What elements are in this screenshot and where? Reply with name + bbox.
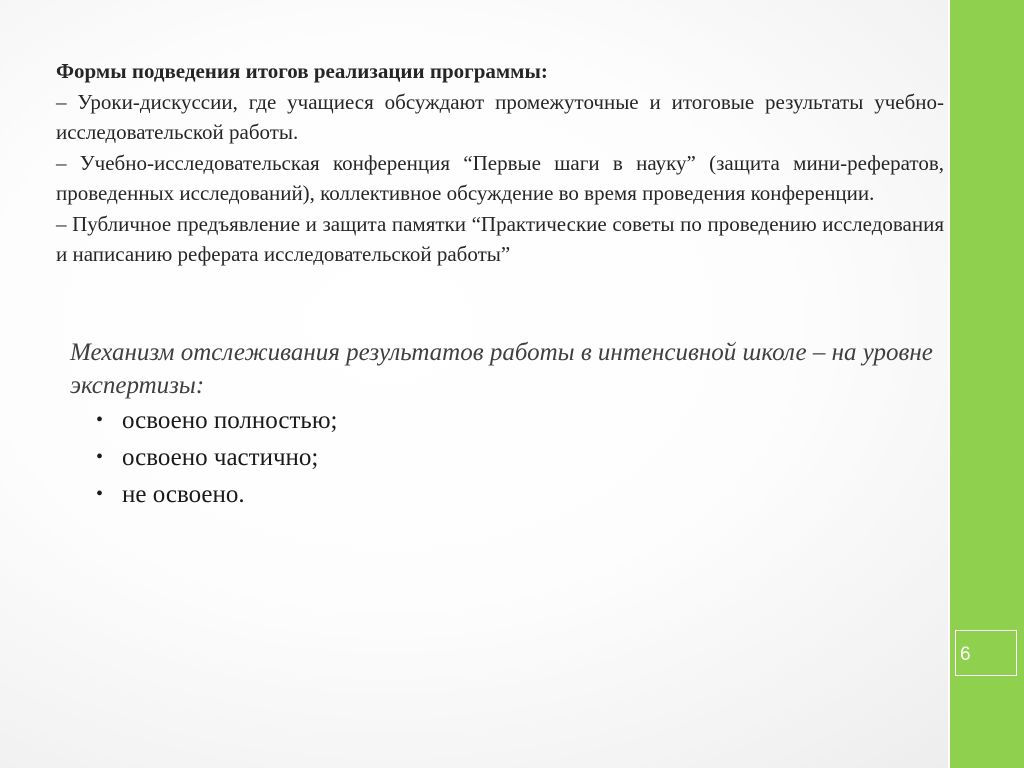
- level-label-partial: освоено частично;: [122, 444, 319, 471]
- bullet-icon: •: [96, 446, 104, 468]
- forms-item-conference: – Учебно-исследовательская конференция “Первые шаги в науку” (защита мини-рефератов, проведенных исследований), коллективное обсуждение во время проведения конференции.: [56, 150, 944, 205]
- list-item: [96, 476, 337, 513]
- expertise-levels-list: [96, 402, 337, 513]
- level-label-full: освоено полностью;: [122, 407, 338, 434]
- bullet-icon: •: [96, 483, 104, 505]
- level-label-none: не освоено.: [122, 481, 245, 508]
- mechanism-title: Механизм отслеживания результатов работы в интенсивной школе – на уровне экспертизы:: [70, 339, 933, 399]
- mechanism-section: [70, 336, 940, 402]
- list-item: [96, 439, 337, 476]
- list-item: [96, 402, 337, 439]
- bullet-icon: •: [96, 409, 104, 431]
- forms-item-lessons: – Уроки-дискуссии, где учащиеся обсуждают промежуточные и итоговые результаты учебно-исследовательской работы.: [56, 89, 944, 144]
- page-number: 6: [960, 644, 971, 665]
- forms-item-public-defense: – Публичное предъявление и защита памятки “Практические советы по проведению исследования и написанию реферата исследовательской работы”: [56, 211, 944, 266]
- forms-section: [56, 56, 944, 270]
- page-number-box: [955, 630, 1017, 676]
- forms-heading: Формы подведения итогов реализации программы:: [56, 59, 548, 83]
